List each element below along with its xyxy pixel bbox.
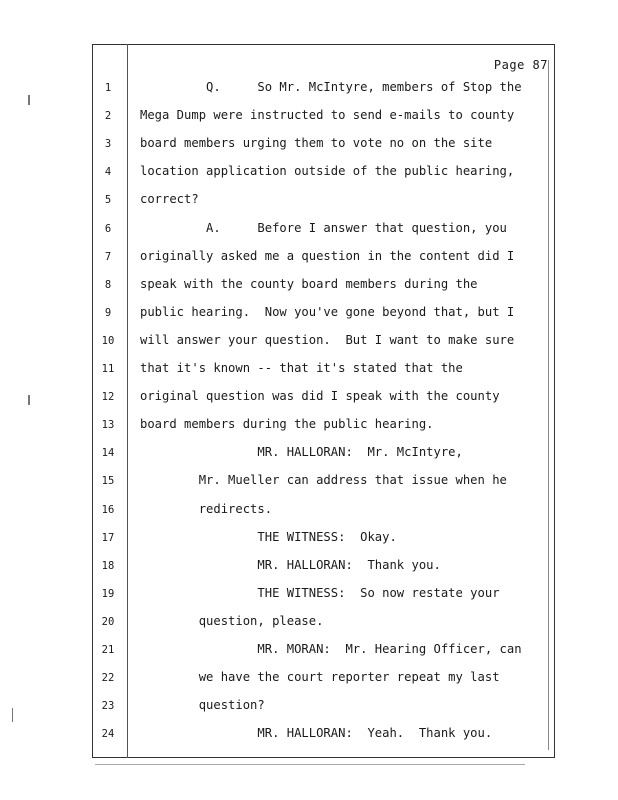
line-number: 2 [104, 110, 112, 123]
line-text: MR. HALLORAN: Mr. McIntyre, [140, 445, 463, 460]
transcript-line [92, 417, 562, 445]
line-text: Mr. Mueller can address that issue when he [140, 473, 507, 488]
line-number: 8 [104, 278, 112, 291]
line-number: 10 [101, 334, 115, 347]
line-text: Q. So Mr. McIntyre, members of Stop the [140, 80, 522, 94]
transcript-line [92, 445, 562, 473]
transcript-line [92, 726, 562, 754]
line-number: 13 [101, 419, 115, 432]
transcript-line [92, 389, 562, 417]
transcript-line [92, 277, 562, 305]
line-number: 20 [101, 615, 115, 628]
line-text: MR. HALLORAN: Yeah. Thank you. [140, 726, 493, 741]
transcript-line [92, 249, 562, 277]
line-number: 12 [101, 391, 115, 404]
line-text: correct? [140, 192, 199, 207]
transcript-line [92, 108, 562, 136]
transcript-line [92, 164, 562, 192]
line-text: MR. MORAN: Mr. Hearing Officer, can [140, 642, 522, 656]
line-text: A. Before I answer that question, you [140, 220, 507, 235]
line-text: that it's known -- that it's stated that the [140, 361, 463, 375]
line-text: MR. HALLORAN: Thank you. [140, 557, 441, 572]
line-number: 24 [101, 728, 115, 741]
line-number: 3 [104, 138, 112, 151]
transcript-line [92, 586, 562, 614]
transcript-line [92, 670, 562, 698]
transcript-line [92, 305, 562, 333]
transcript-line [92, 698, 562, 726]
line-text: original question was did I speak with the county [140, 389, 500, 404]
line-text: board members during the public hearing. [140, 417, 434, 432]
line-number: 21 [101, 644, 115, 656]
transcript-line [92, 221, 562, 249]
line-number: 16 [101, 503, 115, 516]
transcript-line [92, 530, 562, 558]
scan-artifact [28, 395, 30, 405]
transcript-line [92, 642, 562, 670]
scan-artifact [28, 95, 30, 105]
line-text: THE WITNESS: So now restate your [140, 585, 500, 600]
line-number: 6 [104, 222, 112, 235]
line-number: 19 [101, 587, 115, 600]
line-number: 5 [104, 194, 112, 207]
line-number: 11 [101, 363, 115, 375]
line-number: 14 [101, 447, 115, 460]
scan-artifact [95, 764, 525, 765]
page-number: Page 87 [493, 58, 548, 72]
line-text: question, please. [140, 613, 324, 628]
scan-artifact [12, 708, 13, 722]
transcript-line [92, 558, 562, 586]
line-number: 15 [101, 475, 115, 488]
line-number: 9 [104, 306, 112, 319]
transcript-line [92, 614, 562, 642]
line-number: 17 [101, 531, 115, 544]
line-number: 22 [101, 672, 115, 685]
transcript-line [92, 361, 562, 389]
transcript-line [92, 192, 562, 220]
line-text: Mega Dump were instructed to send e-mails to county [140, 108, 515, 123]
transcript-line [92, 473, 562, 501]
line-number: 18 [101, 559, 115, 572]
line-text: public hearing. Now you've gone beyond that, but I [140, 304, 515, 319]
line-text: speak with the county board members during the [140, 276, 478, 291]
line-number: 4 [104, 166, 112, 179]
transcript-line [92, 80, 562, 108]
line-text: question? [140, 698, 265, 713]
line-text: will answer your question. But I want to make sure [140, 332, 515, 347]
line-number: 1 [104, 82, 112, 94]
transcript-line [92, 333, 562, 361]
line-number: 7 [104, 250, 112, 263]
line-text: redirects. [140, 501, 273, 516]
line-text: board members urging them to vote no on the site [140, 136, 493, 151]
transcript-line [92, 136, 562, 164]
line-text: THE WITNESS: Okay. [140, 529, 397, 544]
line-number: 23 [101, 700, 115, 713]
line-text: location application outside of the public hearing, [140, 164, 515, 179]
transcript-line [92, 502, 562, 530]
line-text: originally asked me a question in the content did I [140, 248, 515, 263]
line-text: we have the court reporter repeat my last [140, 670, 500, 685]
